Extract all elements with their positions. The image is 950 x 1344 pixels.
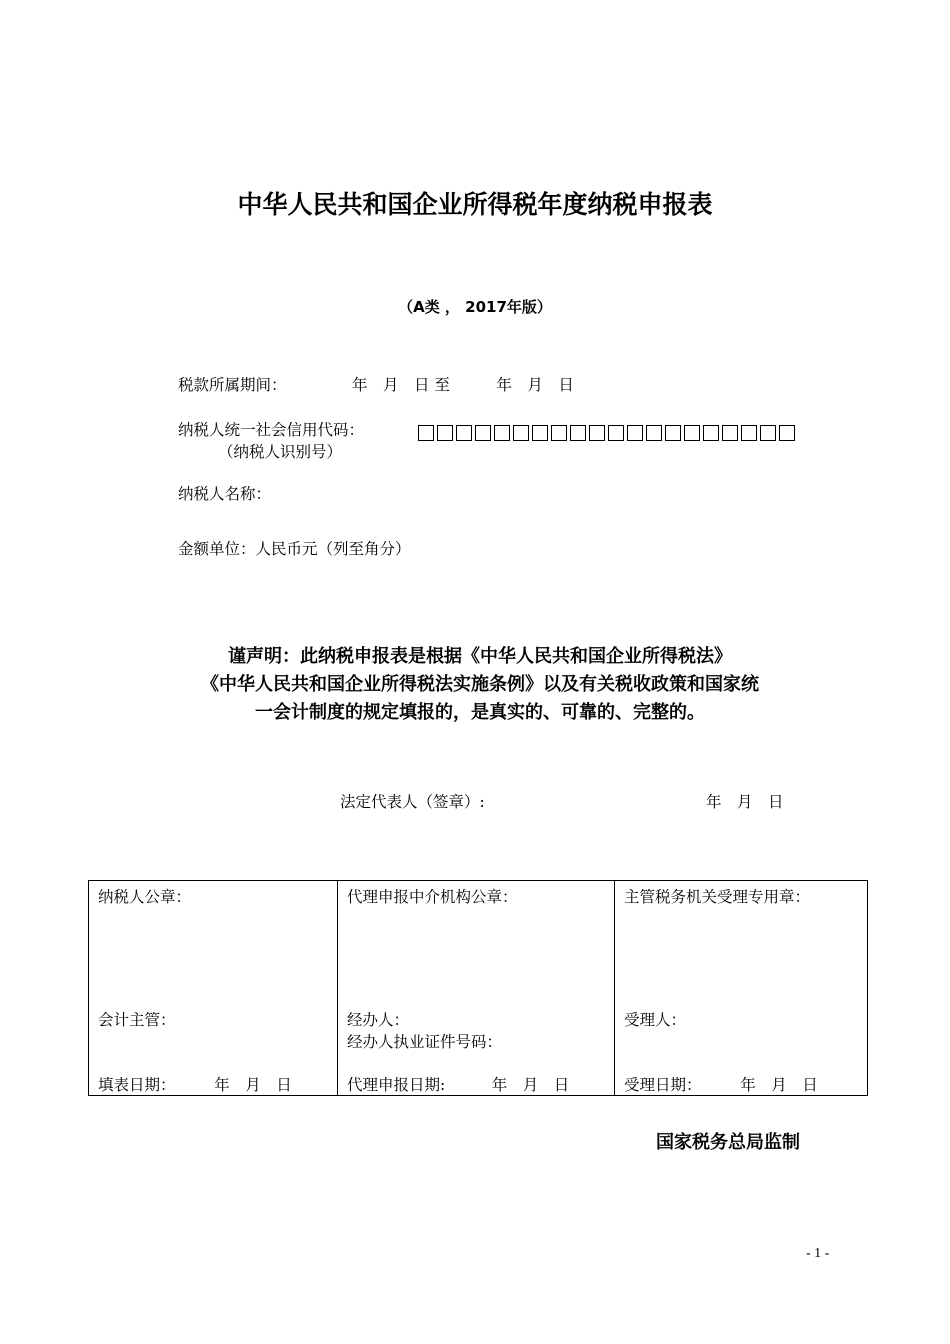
page-number: - 1 - bbox=[806, 1246, 830, 1261]
taxpayer-name-label: 纳税人名称： bbox=[178, 485, 272, 503]
handler-license-label: 经办人执业证件号码： bbox=[347, 1033, 503, 1051]
receiver-label: 受理人： bbox=[624, 1011, 687, 1029]
credit-code-digit-box[interactable] bbox=[741, 425, 757, 441]
credit-code-digit-box[interactable] bbox=[532, 425, 548, 441]
accounting-supervisor-label: 会计主管： bbox=[98, 1011, 176, 1029]
taxpayer-id-label: （纳税人识别号） bbox=[218, 443, 343, 461]
credit-code-digit-box[interactable] bbox=[779, 425, 795, 441]
tax-period-label: 税款所属期间： bbox=[178, 376, 287, 394]
credit-code-digit-box[interactable] bbox=[760, 425, 776, 441]
credit-code-digit-box[interactable] bbox=[665, 425, 681, 441]
handler-label: 经办人： bbox=[347, 1011, 410, 1029]
tax-period-row bbox=[178, 373, 287, 395]
credit-code-digit-box[interactable] bbox=[418, 425, 434, 441]
declaration bbox=[120, 643, 840, 727]
document-title: 中华人民共和国企业所得税年度纳税申报表 bbox=[237, 190, 713, 219]
taxpayer-seal-label: 纳税人公章： bbox=[98, 888, 192, 906]
credit-code-digit-box[interactable] bbox=[494, 425, 510, 441]
credit-code-digit-box[interactable] bbox=[646, 425, 662, 441]
stamp-table bbox=[88, 880, 868, 1096]
credit-code-digit-box[interactable] bbox=[684, 425, 700, 441]
agency-seal-label: 代理申报中介机构公章： bbox=[347, 888, 518, 906]
receipt-date-label: 受理日期： 年 月 日 bbox=[624, 1076, 818, 1094]
tax-period-value: 年 月 日 至 年 月 日 bbox=[352, 376, 574, 394]
tax-authority-seal-label: 主管税务机关受理专用章： bbox=[624, 888, 811, 906]
amount-unit-label: 金额单位：人民币元（列至角分） bbox=[178, 540, 411, 558]
legal-representative-date: 年 月 日 bbox=[706, 793, 784, 811]
credit-code-digit-box[interactable] bbox=[437, 425, 453, 441]
declaration-line: 一会计制度的规定填报的，是真实的、可靠的、完整的。 bbox=[255, 702, 705, 723]
credit-code-digit-box[interactable] bbox=[456, 425, 472, 441]
credit-code-digit-box[interactable] bbox=[608, 425, 624, 441]
tax-authority-seal-cell[interactable] bbox=[615, 881, 868, 1096]
credit-code-digit-box[interactable] bbox=[551, 425, 567, 441]
credit-code-digit-box[interactable] bbox=[589, 425, 605, 441]
credit-code-digit-box[interactable] bbox=[627, 425, 643, 441]
legal-representative-label: 法定代表人（签章）: bbox=[340, 793, 485, 811]
agency-seal-cell[interactable] bbox=[338, 881, 615, 1096]
credit-code-label: 纳税人统一社会信用代码： bbox=[178, 421, 365, 439]
credit-code-digit-box[interactable] bbox=[703, 425, 719, 441]
declaration-line: 《中华人民共和国企业所得税法实施条例》以及有关税收政策和国家统 bbox=[201, 674, 759, 695]
agency-date-label: 代理申报日期: 年 月 日 bbox=[347, 1076, 570, 1094]
taxpayer-seal-cell[interactable] bbox=[89, 881, 338, 1096]
credit-code-digit-box[interactable] bbox=[570, 425, 586, 441]
credit-code-boxes[interactable] bbox=[418, 425, 798, 441]
fill-date-label: 填表日期： 年 月 日 bbox=[98, 1076, 292, 1094]
credit-code-digit-box[interactable] bbox=[722, 425, 738, 441]
credit-code-digit-box[interactable] bbox=[475, 425, 491, 441]
declaration-line: 谨声明：此纳税申报表是根据《中华人民共和国企业所得税法》 bbox=[228, 646, 732, 667]
credit-code-digit-box[interactable] bbox=[513, 425, 529, 441]
issuing-bureau: 国家税务总局监制 bbox=[656, 1132, 800, 1153]
document-subtitle: （A类 ， 2017年版） bbox=[398, 298, 552, 316]
